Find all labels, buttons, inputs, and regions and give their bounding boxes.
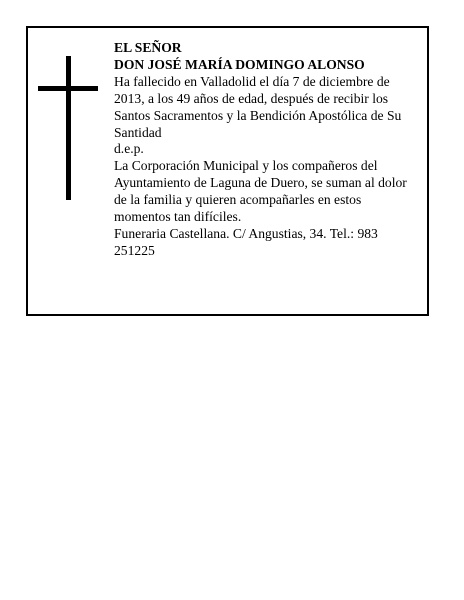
death-announcement: Ha fallecido en Valladolid el día 7 de diciembre de 2013, a los 49 años de edad, después de recibir los Santos Sacramentos y la Bendición Apostólica de Su Santidad bbox=[114, 73, 402, 140]
deceased-name: DON JOSÉ MARÍA DOMINGO ALONSO bbox=[114, 56, 365, 72]
notice-text bbox=[114, 40, 419, 260]
funeral-home-info: Funeraria Castellana. C/ Angustias, 34. Tel.: 983 251225 bbox=[114, 225, 378, 258]
cross-horizontal-bar bbox=[38, 86, 98, 91]
rip-abbreviation: d.e.p. bbox=[114, 141, 144, 157]
notice-title: EL SEÑOR bbox=[114, 40, 182, 55]
condolence-message: La Corporación Municipal y los compañeros del Ayuntamiento de Laguna de Duero, se suman al dolor de la familia y quieren acompañarles en estos momentos tan difíciles. bbox=[114, 158, 407, 225]
cross-icon bbox=[38, 56, 98, 200]
cross-vertical-bar bbox=[66, 56, 71, 200]
obituary-notice bbox=[26, 26, 429, 316]
